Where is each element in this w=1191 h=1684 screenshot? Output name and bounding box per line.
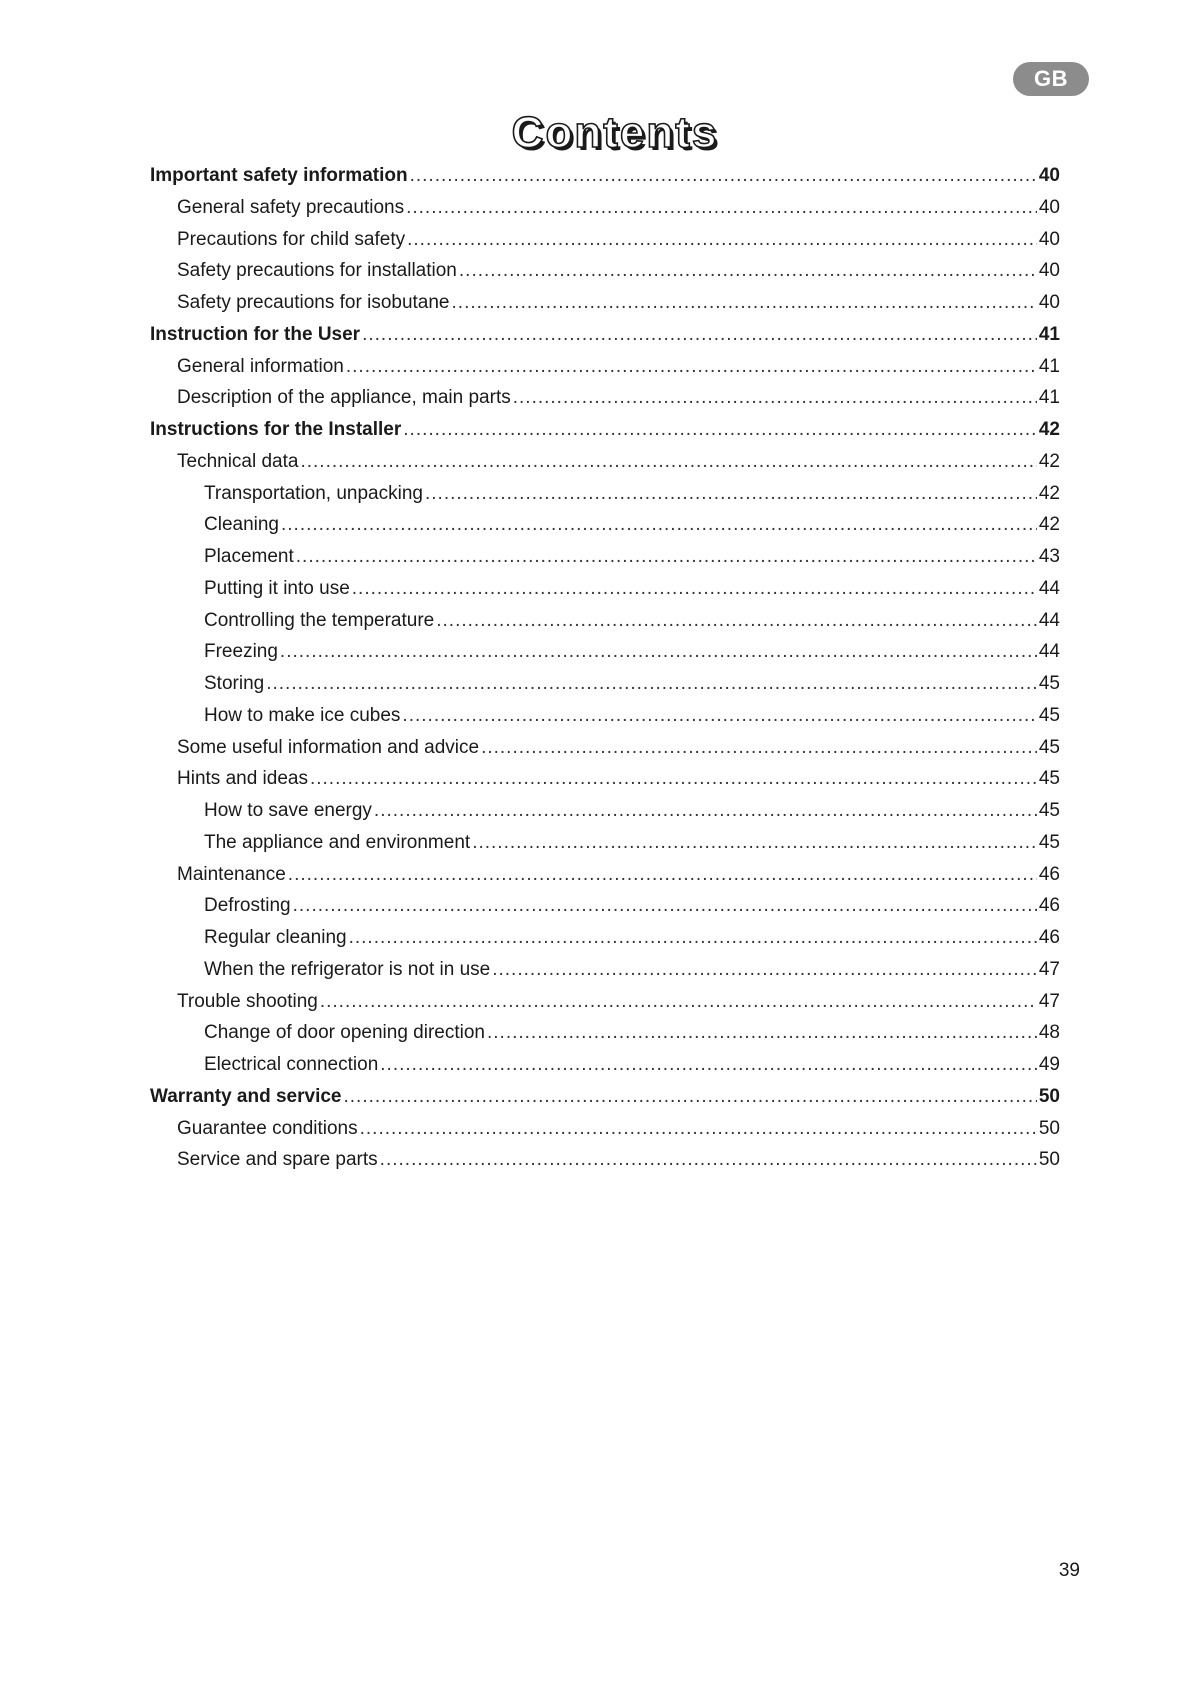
page-number: 39 bbox=[1058, 1560, 1080, 1581]
toc-entry[interactable] bbox=[150, 668, 1060, 700]
toc-entry[interactable] bbox=[150, 1144, 1060, 1176]
toc-entry-label: Important safety information bbox=[150, 165, 408, 186]
toc-dot-leader bbox=[310, 763, 1037, 795]
table-of-contents bbox=[150, 160, 1060, 1176]
toc-entry-label: Hints and ideas bbox=[177, 768, 308, 790]
toc-dot-leader bbox=[472, 827, 1037, 859]
toc-dot-leader bbox=[452, 287, 1037, 319]
toc-entry-page: 40 bbox=[1038, 196, 1060, 218]
toc-entry-page: 45 bbox=[1038, 768, 1060, 790]
toc-dot-leader bbox=[349, 922, 1037, 954]
toc-dot-leader bbox=[513, 382, 1037, 414]
toc-entry-page: 42 bbox=[1038, 482, 1060, 504]
toc-entry-page: 47 bbox=[1038, 990, 1060, 1012]
toc-entry-page: 40 bbox=[1038, 260, 1060, 282]
toc-entry[interactable] bbox=[150, 1049, 1060, 1081]
toc-entry[interactable] bbox=[150, 414, 1060, 446]
toc-entry-label: Transportation, unpacking bbox=[204, 482, 423, 504]
toc-dot-leader bbox=[487, 1017, 1037, 1049]
toc-entry-label: Instruction for the User bbox=[150, 323, 361, 345]
toc-dot-leader bbox=[380, 1049, 1037, 1081]
toc-dot-leader bbox=[280, 636, 1037, 668]
toc-entry-label: Defrosting bbox=[204, 895, 291, 917]
toc-entry-label: Some useful information and advice bbox=[177, 736, 480, 758]
language-badge: GB bbox=[1013, 62, 1089, 96]
toc-entry[interactable] bbox=[150, 732, 1060, 764]
toc-entry-page: 45 bbox=[1038, 704, 1060, 726]
toc-entry-label: Maintenance bbox=[177, 863, 286, 885]
toc-entry-label: Service and spare parts bbox=[177, 1149, 378, 1171]
toc-entry[interactable] bbox=[150, 446, 1060, 478]
toc-dot-leader bbox=[281, 509, 1037, 541]
toc-dot-leader bbox=[374, 795, 1037, 827]
toc-entry[interactable] bbox=[150, 827, 1060, 859]
toc-entry[interactable] bbox=[150, 636, 1060, 668]
toc-entry-page: 45 bbox=[1038, 831, 1060, 853]
toc-dot-leader bbox=[293, 890, 1037, 922]
toc-entry-label: When the refrigerator is not in use bbox=[204, 958, 491, 980]
toc-entry-page: 47 bbox=[1038, 958, 1060, 980]
toc-dot-leader bbox=[300, 446, 1036, 478]
toc-entry[interactable] bbox=[150, 319, 1060, 351]
toc-entry-label: Safety precautions for installation bbox=[177, 260, 457, 282]
toc-entry[interactable] bbox=[150, 986, 1060, 1018]
toc-entry[interactable] bbox=[150, 1081, 1060, 1113]
toc-entry-label: How to save energy bbox=[204, 800, 372, 821]
toc-entry[interactable] bbox=[150, 255, 1060, 287]
toc-entry[interactable] bbox=[150, 922, 1060, 954]
toc-entry-page: 44 bbox=[1038, 641, 1060, 663]
toc-entry-label: Putting it into use bbox=[204, 577, 350, 599]
toc-entry-page: 41 bbox=[1038, 387, 1060, 409]
toc-entry-page: 45 bbox=[1038, 673, 1060, 694]
toc-entry[interactable] bbox=[150, 1113, 1060, 1145]
toc-dot-leader bbox=[410, 160, 1037, 192]
toc-dot-leader bbox=[380, 1144, 1037, 1176]
toc-entry-page: 42 bbox=[1038, 450, 1060, 472]
toc-dot-leader bbox=[344, 1081, 1037, 1113]
toc-entry[interactable] bbox=[150, 351, 1060, 383]
toc-dot-leader bbox=[459, 255, 1037, 287]
toc-entry-page: 41 bbox=[1038, 323, 1060, 345]
toc-dot-leader bbox=[320, 986, 1037, 1018]
toc-dot-leader bbox=[266, 668, 1037, 700]
toc-entry-label: Regular cleaning bbox=[204, 927, 347, 948]
toc-entry-label: Change of door opening direction bbox=[204, 1022, 485, 1044]
toc-dot-leader bbox=[352, 573, 1037, 605]
toc-dot-leader bbox=[362, 319, 1037, 351]
toc-dot-leader bbox=[288, 859, 1037, 891]
toc-entry-label: Safety precautions for isobutane bbox=[177, 292, 450, 313]
toc-entry-label: The appliance and environment bbox=[204, 831, 471, 853]
toc-dot-leader bbox=[402, 700, 1036, 732]
toc-entry[interactable] bbox=[150, 605, 1060, 637]
toc-entry-label: General information bbox=[177, 355, 344, 377]
toc-entry[interactable] bbox=[150, 509, 1060, 541]
toc-entry-page: 45 bbox=[1038, 800, 1060, 821]
toc-entry-label: Storing bbox=[204, 673, 265, 694]
toc-dot-leader bbox=[425, 478, 1037, 510]
toc-entry[interactable] bbox=[150, 763, 1060, 795]
toc-entry-label: Warranty and service bbox=[150, 1085, 342, 1107]
toc-entry-page: 40 bbox=[1038, 292, 1060, 313]
toc-entry-page: 49 bbox=[1038, 1054, 1060, 1075]
toc-entry-page: 46 bbox=[1038, 863, 1060, 885]
toc-entry-label: Electrical connection bbox=[204, 1054, 379, 1075]
toc-entry-page: 44 bbox=[1038, 577, 1060, 599]
toc-entry[interactable] bbox=[150, 700, 1060, 732]
toc-entry-label: Freezing bbox=[204, 641, 278, 663]
toc-entry-label: Description of the appliance, main parts bbox=[177, 387, 511, 409]
toc-entry[interactable] bbox=[150, 224, 1060, 256]
toc-dot-leader bbox=[406, 192, 1037, 224]
toc-entry-page: 41 bbox=[1038, 355, 1060, 377]
toc-dot-leader bbox=[407, 224, 1037, 256]
toc-entry-page: 48 bbox=[1038, 1022, 1060, 1044]
toc-dot-leader bbox=[481, 732, 1037, 764]
toc-entry[interactable] bbox=[150, 795, 1060, 827]
toc-entry[interactable] bbox=[150, 859, 1060, 891]
toc-entry[interactable] bbox=[150, 287, 1060, 319]
toc-entry-label: How to make ice cubes bbox=[204, 704, 401, 726]
toc-entry-page: 50 bbox=[1038, 1149, 1060, 1171]
toc-entry-label: Placement bbox=[204, 546, 294, 567]
toc-entry-page: 44 bbox=[1038, 609, 1060, 631]
toc-entry[interactable] bbox=[150, 541, 1060, 573]
toc-entry-page: 46 bbox=[1038, 927, 1060, 948]
toc-entry[interactable] bbox=[150, 160, 1060, 192]
toc-entry[interactable] bbox=[150, 1017, 1060, 1049]
toc-entry[interactable] bbox=[150, 954, 1060, 986]
toc-dot-leader bbox=[360, 1113, 1037, 1145]
toc-entry[interactable] bbox=[150, 573, 1060, 605]
toc-entry-label: General safety precautions bbox=[177, 196, 405, 218]
toc-entry-page: 42 bbox=[1038, 514, 1060, 536]
toc-entry[interactable] bbox=[150, 478, 1060, 510]
toc-entry-page: 40 bbox=[1038, 228, 1060, 250]
page-title: Contents bbox=[511, 108, 719, 157]
toc-entry-page: 43 bbox=[1038, 546, 1060, 567]
toc-dot-leader bbox=[492, 954, 1037, 986]
toc-entry-label: Controlling the temperature bbox=[204, 609, 435, 631]
toc-entry-label: Trouble shooting bbox=[177, 990, 318, 1012]
toc-dot-leader bbox=[436, 605, 1037, 637]
toc-entry[interactable] bbox=[150, 382, 1060, 414]
toc-entry-page: 42 bbox=[1038, 419, 1060, 440]
toc-dot-leader bbox=[296, 541, 1037, 573]
toc-entry-page: 45 bbox=[1038, 736, 1060, 758]
toc-entry-page: 50 bbox=[1038, 1117, 1060, 1139]
toc-entry-label: Instructions for the Installer bbox=[150, 419, 402, 440]
toc-entry-page: 46 bbox=[1038, 895, 1060, 917]
toc-entry[interactable] bbox=[150, 192, 1060, 224]
toc-entry-page: 50 bbox=[1038, 1085, 1060, 1107]
toc-entry[interactable] bbox=[150, 890, 1060, 922]
toc-dot-leader bbox=[403, 414, 1037, 446]
toc-entry-page: 40 bbox=[1038, 165, 1060, 186]
toc-entry-label: Cleaning bbox=[204, 514, 279, 536]
toc-entry-label: Guarantee conditions bbox=[177, 1117, 358, 1139]
toc-entry-label: Precautions for child safety bbox=[177, 228, 406, 250]
toc-entry-label: Technical data bbox=[177, 450, 299, 472]
toc-dot-leader bbox=[346, 351, 1037, 383]
